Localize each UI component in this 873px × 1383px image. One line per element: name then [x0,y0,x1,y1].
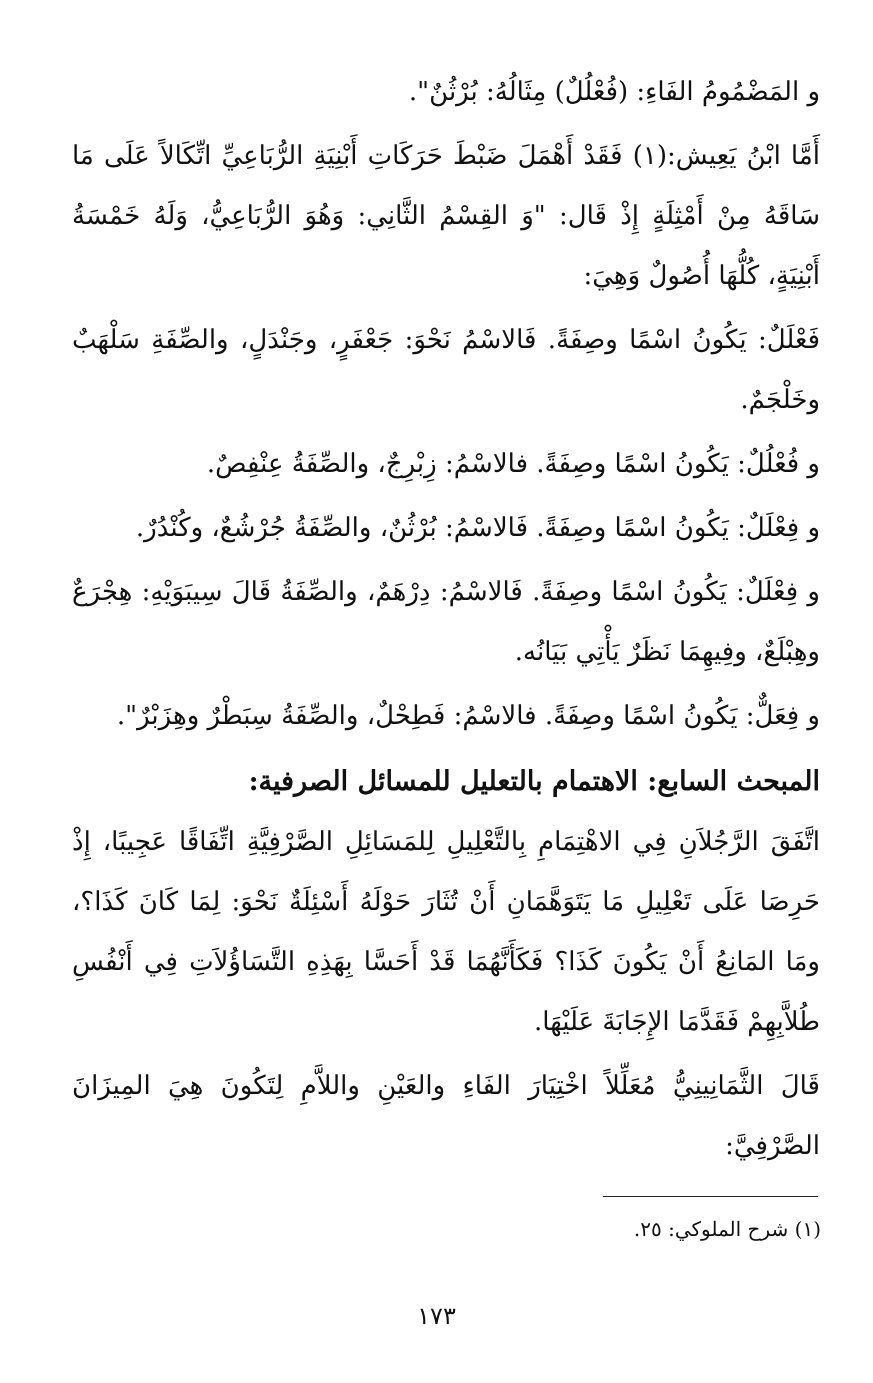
paragraph-6: و فِعْلَلٌ: يَكُونُ اسْمًا وصِفَةً. فَالاسْمُ: دِرْهَمٌ، والصِّفَةُ قَالَ سِيبَوَيْهِ: هِجْرَعٌ وهِبْلَعٌ، وفِيهِمَا نَظَرٌ يَأْتِي بَيَانُه. [72,577,820,667]
section-heading: المبحث السابع: الاهتمام بالتعليل للمسائل الصرفية: [248,766,820,797]
footnote: (١) شرح الملوكي: ٢٥. [633,1217,821,1241]
paragraph-9: قَالَ الثَّمَانِينِيُّ مُعَلِّلاً اخْتِيَارَ الفَاءِ والعَيْنِ واللاَّمِ لِتَكُونَ هِيَ المِيزَانَ الصَّرْفِيَّ: [72,1071,820,1161]
paragraph-7: و فِعَلٌّ: يَكُونُ اسْمًا وصِفَةً. فالاسْمُ: فَطِحْلٌ، والصِّفَةُ سِبَطْرٌ وهِزَبْرٌ". [116,701,820,731]
footnote-divider [603,1196,818,1197]
paragraph-5: و فِعْلَلٌ: يَكُونُ اسْمًا وصِفَةً. فَالاسْمُ: بُرْثُنٌ، والصِّفَةُ جُرْشُعٌ، وكُنْدُرٌ. [135,513,820,543]
paragraph-4: و فُعْلُلٌ: يَكُونُ اسْمًا وصِفَةً. فالاسْمُ: زِبْرِجٌ، والصِّفَةُ عِنْفِصٌ. [206,449,820,479]
paragraph-1: و المَضْمُومُ الفَاءِ: (فُعْلُلٌ) مِثَالُهُ: بُرْثُنٌ". [408,77,820,107]
page-body [72,62,820,1176]
paragraph-8: اتَّفَقَ الرَّجُلاَنِ فِي الاهْتِمَامِ بِالتَّعْلِيلِ لِلمَسَائِلِ الصَّرْفِيَّةِ اتِّفَاقًا عَجِيبًا، إِذْ حَرِصَا عَلَى تَعْلِيلِ مَا يَتَوَهَّمَانِ أَنْ تُثَارَ حَوْلَهُ أَسْئِلَةٌ نَحْوَ: لِمَا كَانَ كَذَا؟، ومَا المَانِعُ أَنْ يَكُونَ كَذَا؟ فَكَأَنَّهُمَا قَدْ أَحَسَّا بِهَذِهِ التَّسَاؤُلاَتِ فِي أَنْفُسِ طُلاَّبِهِمْ فَقَدَّمَا الإِجَابَةَ عَلَيْهَا. [72,827,820,1037]
page-number: ١٧٣ [417,1302,456,1330]
paragraph-2: أَمَّا ابْنُ يَعِيش:(١) فَقَدْ أَهْمَلَ ضَبْطَ حَرَكَاتِ أَبْنِيَةِ الرُّبَاعِيِّ اتِّكَالاً عَلَى مَا سَاقَهُ مِنْ أَمْثِلَةٍ إِذْ قَال: "وَ القِسْمُ الثَّانِي: وَهُوَ الرُّبَاعِيُّ، وَلَهُ خَمْسَةُ أَبْنِيَةٍ، كُلُّهَا أُصُولٌ وَهِيَ: [72,141,821,291]
paragraph-3: فَعْلَلٌ: يَكُونُ اسْمًا وصِفَةً. فَالاسْمُ نَحْوَ: جَعْفَرٍ، وجَنْدَلٍ، والصِّفَةِ سَلْهَبٌ وخَلْجَمٌ. [72,325,820,415]
